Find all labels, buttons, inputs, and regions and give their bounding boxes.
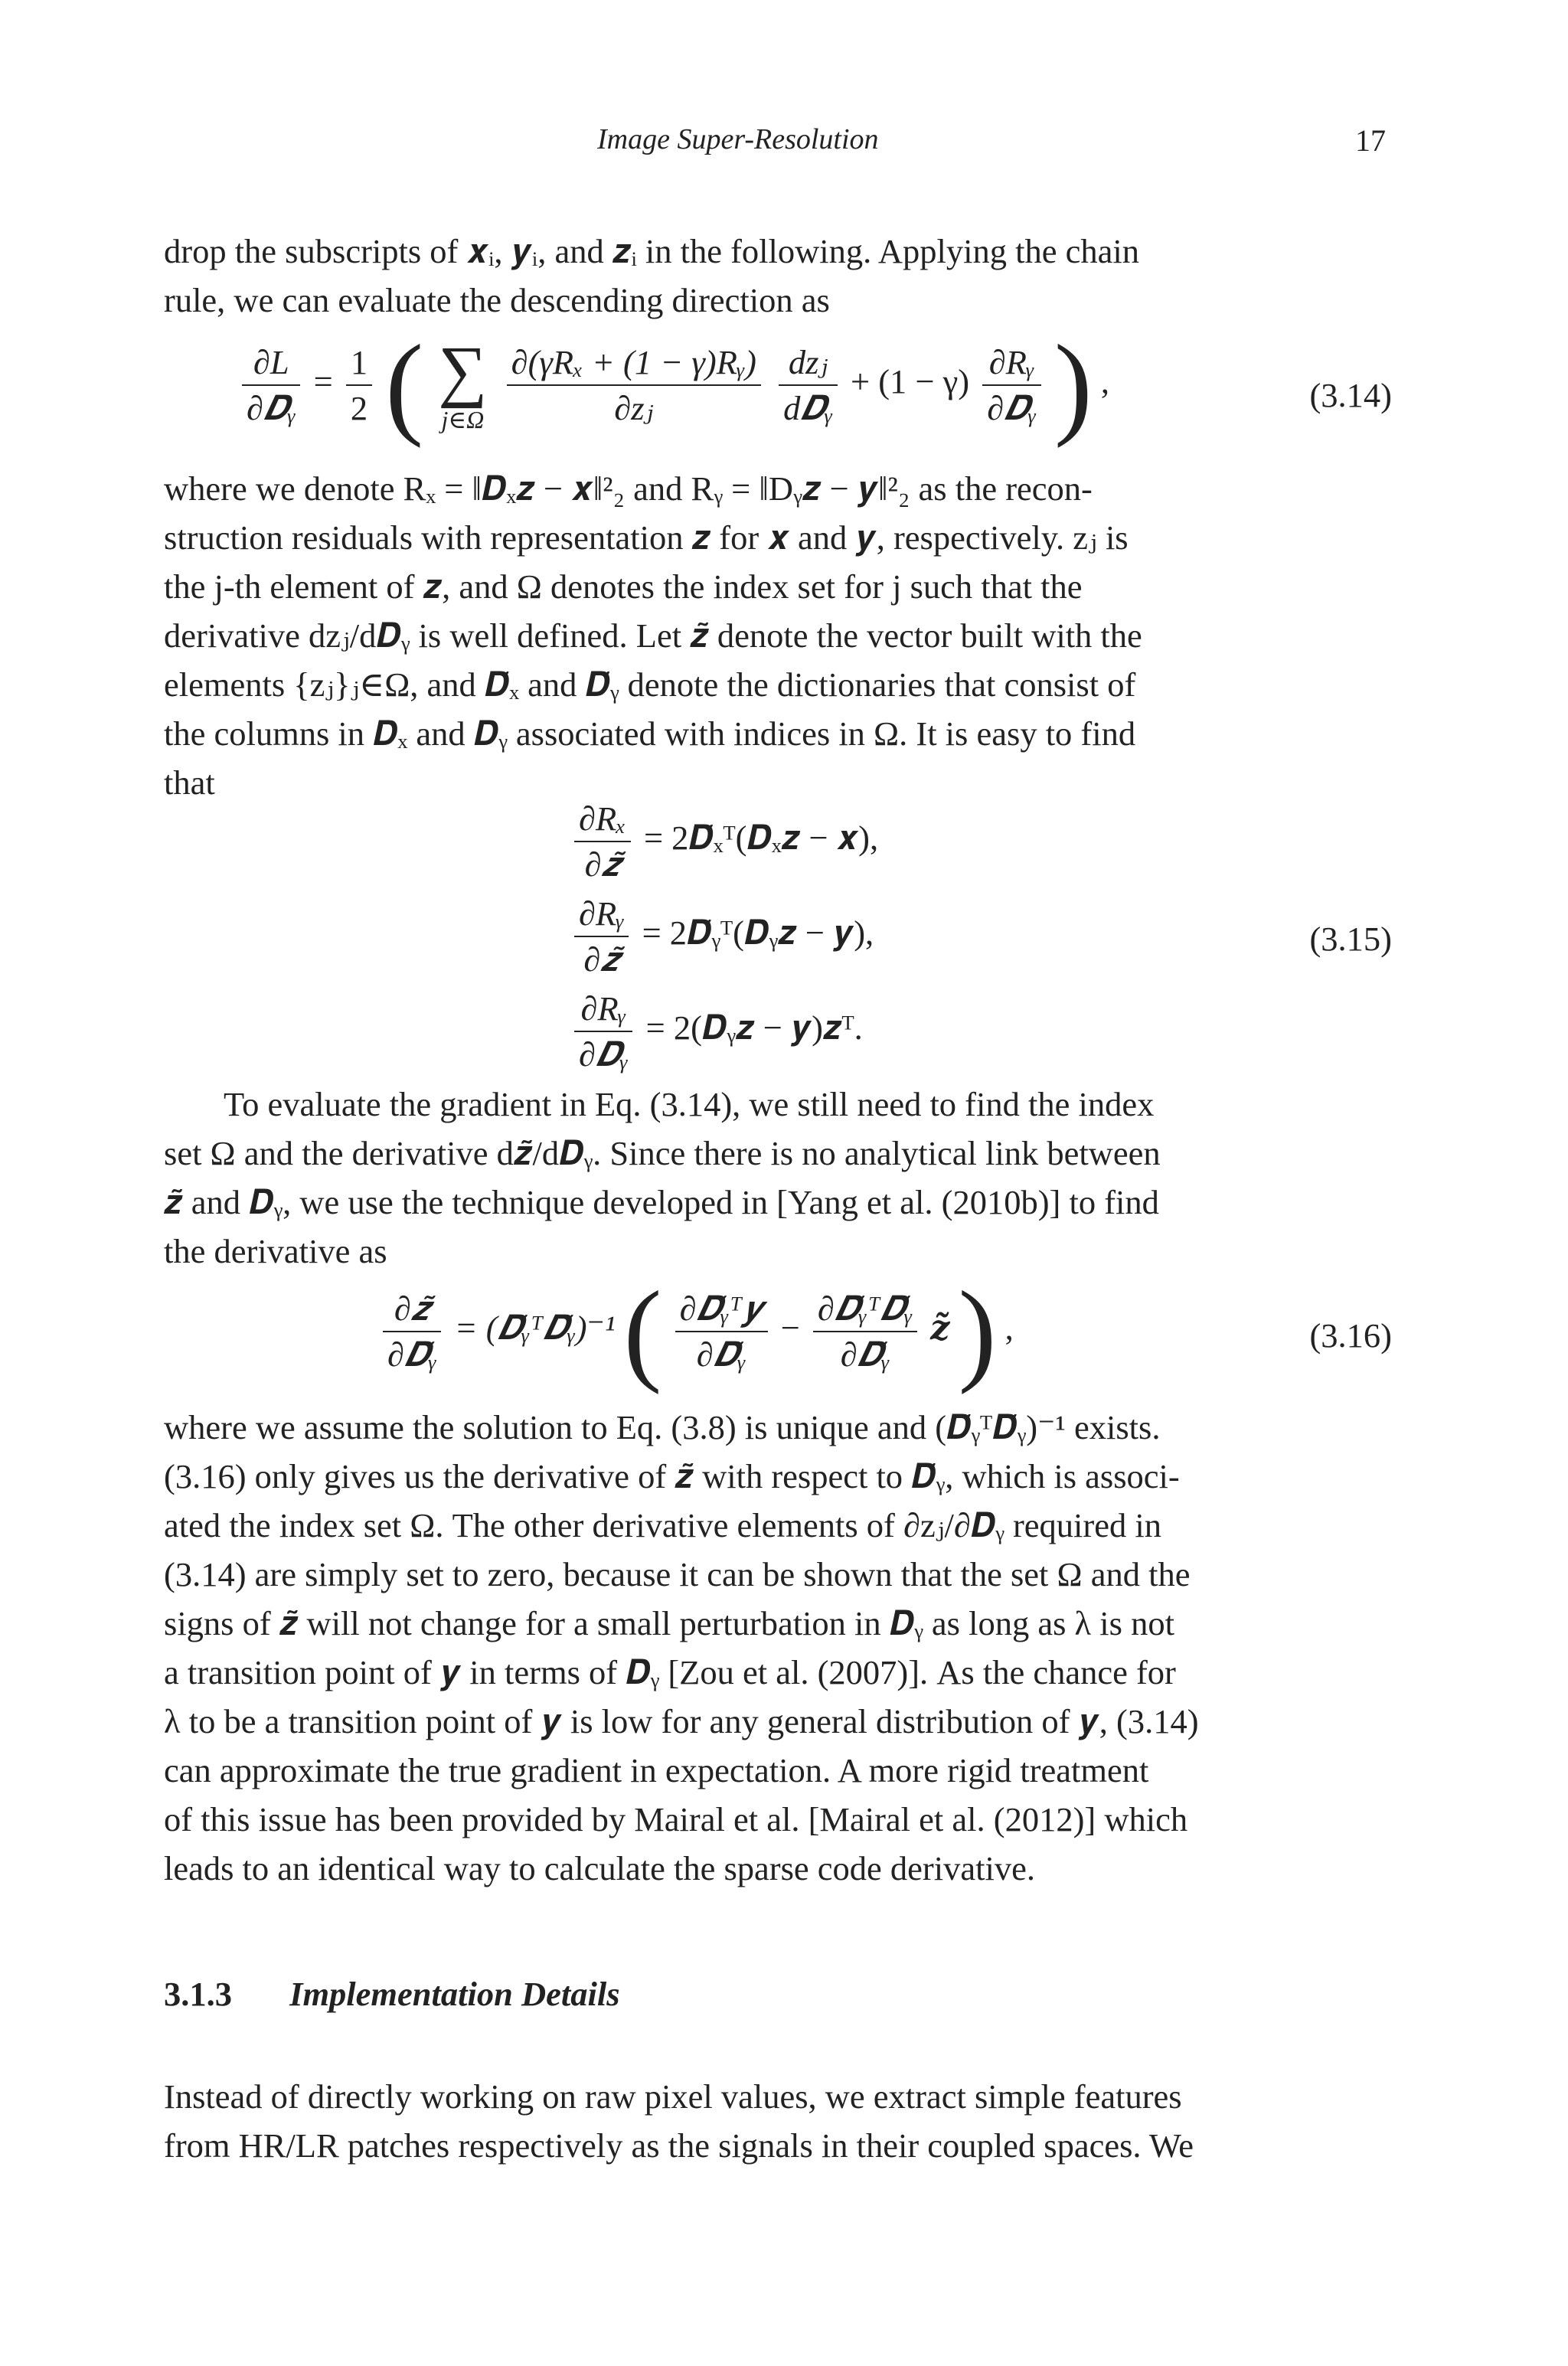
equation-number: (3.15): [1309, 920, 1392, 958]
text-line: λ to be a transition point of 𝒚 is low for any general distribution of 𝒚, (3.14): [164, 1702, 1199, 1740]
text-line: ated the index set Ω. The other derivative elements of ∂zⱼ/∂𝑫ᵧ required in: [164, 1506, 1161, 1544]
text-line: that: [164, 763, 215, 802]
text-line: drop the subscripts of 𝒙ᵢ, 𝒚ᵢ, and 𝒛ᵢ in the following. Applying the chain: [164, 232, 1140, 270]
eq-fraction: $\frac{\text{∂𝑫̃ᵧᵀ𝑫̃ᵧ}}{\text{∂𝑫̃ᵧ}}$: [813, 1286, 917, 1377]
eq-row: $\frac{\text{∂Rᵧ}}{\text{∂𝑫ᵧ}}$ = 2(𝑫ᵧ𝒛 − 𝒚)𝒛ᵀ.: [570, 986, 863, 1077]
text-line: derivative dzⱼ/d𝑫ᵧ is well defined. Let 𝒛̃ denote the vector built with the: [164, 616, 1142, 655]
eq-fraction: $\frac{\text{∂Rᵧ}}{\text{∂𝑫ᵧ}}$: [982, 340, 1040, 430]
section-title: Implementation Details: [289, 1975, 620, 2013]
text-line: the j-th element of 𝒛, and Ω denotes the index set for j such that the: [164, 567, 1083, 606]
summation-sign: ∑ j∈Ω: [438, 333, 488, 433]
paragraph-assumption: [164, 1403, 1392, 1893]
eq-fraction: $\frac{\text{dzⱼ}}{\text{d𝑫ᵧ}}$: [779, 340, 838, 430]
equation-3-16: $\frac{\text{∂𝒛̃}}{\text{∂𝑫̃ᵧ}}$ = (𝑫̃ᵧᵀ𝑫̃ᵧ)⁻¹ ( $\frac{\text{∂𝑫̃ᵧᵀ𝒚}}{\text{∂𝑫̃ᵧ}}$ − $\frac{\text{∂𝑫̃ᵧᵀ𝑫̃ᵧ}}{\text{∂𝑫̃ᵧ}}$ 𝒛̃ ) , (3.16): [164, 1271, 1392, 1409]
text-line: To evaluate the gradient in Eq. (3.14), we still need to find the index: [224, 1085, 1155, 1123]
text-line: from HR/LR patches respectively as the signals in their coupled spaces. We: [164, 2126, 1194, 2165]
text-line: of this issue has been provided by Mairal et al. [Mairal et al. (2012)] which: [164, 1800, 1188, 1838]
text-line: the columns in 𝑫ₓ and 𝑫ᵧ associated with indices in Ω. It is easy to find: [164, 714, 1136, 753]
text-line: the derivative as: [164, 1232, 387, 1270]
section-number: 3.1.3: [164, 1975, 232, 2013]
text-line: where we assume the solution to Eq. (3.8) is unique and (𝑫̃ᵧᵀ𝑫̃ᵧ)⁻¹ exists.: [164, 1408, 1161, 1446]
paragraph-intro: [164, 227, 1392, 325]
eq-row: $\frac{\text{∂Rᵧ}}{\text{∂𝒛̃}}$ = 2𝑫̃ᵧᵀ(𝑫ᵧ𝒛 − 𝒚),: [570, 891, 874, 982]
eq-fraction: $\frac{\text{∂𝒛̃}}{\text{∂𝑫̃ᵧ}}$: [383, 1286, 441, 1377]
running-head: [0, 123, 1568, 168]
eq-fraction: $\frac{\text{∂(γRₓ + (1 − γ)Rᵧ)}}{\text{∂zⱼ}}$: [507, 340, 761, 430]
page-number: 17: [1355, 123, 1386, 158]
text-line: (3.16) only gives us the derivative of 𝒛̃ with respect to 𝑫̃ᵧ, which is associ-: [164, 1457, 1180, 1495]
text-line: set Ω and the derivative d𝒛̃/d𝑫ᵧ. Since there is no analytical link between: [164, 1134, 1161, 1172]
text-line: signs of 𝒛̃ will not change for a small perturbation in 𝑫ᵧ as long as λ is not: [164, 1604, 1174, 1642]
text-line: can approximate the true gradient in expectation. A more rigid treatment: [164, 1751, 1149, 1789]
eq-fraction: $\frac{\text{∂𝑫̃ᵧᵀ𝒚}}{\text{∂𝑫̃ᵧ}}$: [675, 1286, 768, 1377]
equation-3-15: [164, 796, 1392, 1087]
text-line: 𝒛̃ and 𝑫ᵧ, we use the technique developed in [Yang et al. (2010b)] to find: [164, 1183, 1159, 1221]
paragraph-residuals: [164, 464, 1392, 807]
eq-row: $\frac{\text{∂Rₓ}}{\text{∂𝒛̃}}$ = 2𝑫̃ₓᵀ(𝑫ₓ𝒛 − 𝒙),: [570, 796, 878, 887]
text-line: leads to an identical way to calculate the sparse code derivative.: [164, 1849, 1035, 1887]
text-line: struction residuals with representation 𝒛 for 𝒙 and 𝒚, respectively. zⱼ is: [164, 518, 1129, 557]
equation-3-14: $\frac{\partial L}{\text{∂𝑫ᵧ}}$ = $\frac{1}{2}$ ( ∑ j∈Ω $\frac{\text{∂(γRₓ + (1 − γ)Rᵧ)}}{\text{∂zⱼ}}$ $\frac{\text{dzⱼ}}{\text{d𝑫ᵧ}}$ + (1 − γ) $\frac{\text{∂Rᵧ}}{\text{∂𝑫ᵧ}}$ ) , (3.14): [164, 322, 1392, 467]
text-line: elements {zⱼ}ⱼ∈Ω, and 𝑫̃ₓ and 𝑫̃ᵧ denote the dictionaries that consist of: [164, 665, 1136, 704]
eq-fraction: $\frac{\partial L}{\text{∂𝑫ᵧ}}$: [242, 340, 300, 430]
text-line: rule, we can evaluate the descending direction as: [164, 281, 830, 319]
running-head-title: Image Super-Resolution: [597, 123, 879, 155]
section-heading: [164, 1974, 620, 2014]
text-line: Instead of directly working on raw pixel values, we extract simple features: [164, 2077, 1182, 2116]
equation-number: (3.16): [1309, 1316, 1392, 1355]
text-line: (3.14) are simply set to zero, because it can be shown that the set Ω and the: [164, 1555, 1191, 1593]
eq-fraction: $\frac{1}{2}$: [346, 340, 372, 430]
text-line: where we denote Rₓ = ‖𝑫ₓ𝒛 − 𝒙‖²₂ and Rᵧ = ‖Dᵧ𝒛 − 𝒚‖²₂ as the recon-: [164, 469, 1093, 508]
paragraph-implementation: [164, 2072, 1392, 2170]
text-line: a transition point of 𝒚 in terms of 𝑫ᵧ [Zou et al. (2007)]. As the chance for: [164, 1653, 1176, 1691]
equation-number: (3.14): [1309, 376, 1392, 414]
paragraph-gradient: [164, 1080, 1392, 1276]
